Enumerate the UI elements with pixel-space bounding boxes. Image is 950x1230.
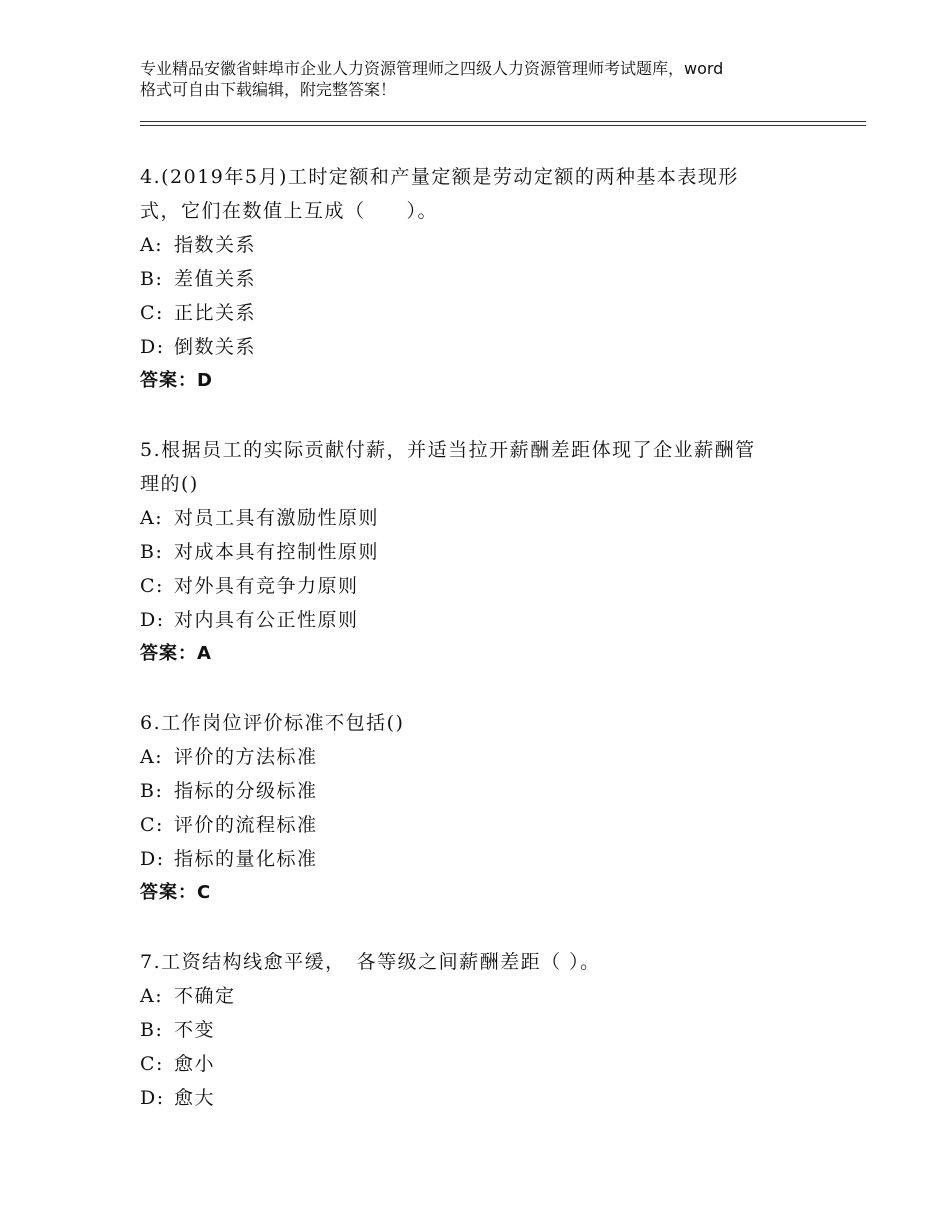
question-text-line: 理的() <box>140 473 199 495</box>
option-text: 对内具有公正性原则 <box>174 609 359 631</box>
option-b <box>140 1013 840 1047</box>
option-key: A: <box>140 234 164 256</box>
option-a <box>140 979 840 1013</box>
option-c <box>140 1047 840 1081</box>
option-text: 指数关系 <box>174 234 257 256</box>
option-c <box>140 808 840 842</box>
option-d <box>140 842 840 876</box>
option-key: B: <box>140 1019 164 1041</box>
option-c <box>140 296 840 330</box>
option-text: 指标的分级标准 <box>174 780 318 802</box>
option-text: 不变 <box>174 1019 216 1041</box>
option-text: 愈大 <box>174 1087 216 1109</box>
answer-label: 答案：C <box>140 882 212 903</box>
option-text: 对成本具有控制性原则 <box>174 541 380 563</box>
option-key: C: <box>140 1053 164 1075</box>
option-text: 愈小 <box>174 1053 216 1075</box>
question-5 <box>140 433 840 671</box>
option-key: D: <box>140 1087 165 1109</box>
option-key: B: <box>140 268 164 290</box>
option-key: B: <box>140 780 164 802</box>
answer-label: 答案：D <box>140 370 213 391</box>
question-6 <box>140 706 840 910</box>
option-text: 对外具有竞争力原则 <box>174 575 359 597</box>
document-header <box>140 58 830 100</box>
question-4 <box>140 160 840 398</box>
option-text: 差值关系 <box>174 268 257 290</box>
question-text-line: 式，它们在数值上互成（ ）。 <box>140 200 439 222</box>
answer-label: 答案：A <box>140 643 212 664</box>
question-7 <box>140 945 840 1115</box>
option-key: A: <box>140 985 164 1007</box>
option-text: 指标的量化标准 <box>174 848 318 870</box>
option-c <box>140 569 840 603</box>
option-key: C: <box>140 575 164 597</box>
header-line-2: 格式可自由下载编辑，附完整答案！ <box>140 80 397 99</box>
option-d <box>140 1081 840 1115</box>
option-key: A: <box>140 507 164 529</box>
question-text-line: 4.(2019年5月)工时定额和产量定额是劳动定额的两种基本表现形 <box>140 166 739 188</box>
option-key: B: <box>140 541 164 563</box>
option-text: 不确定 <box>174 985 236 1007</box>
option-text: 对员工具有激励性原则 <box>174 507 380 529</box>
header-divider-bottom <box>140 125 866 126</box>
option-text: 评价的流程标准 <box>174 814 318 836</box>
option-a <box>140 228 840 262</box>
header-line-1: 专业精品安徽省蚌埠市企业人力资源管理师之四级人力资源管理师考试题库，word <box>140 59 724 78</box>
header-divider-top <box>140 121 866 122</box>
question-text-line: 7.工资结构线愈平缓， 各等级之间薪酬差距（ ）。 <box>140 951 601 973</box>
option-key: C: <box>140 302 164 324</box>
option-text: 正比关系 <box>174 302 257 324</box>
option-b <box>140 774 840 808</box>
option-key: C: <box>140 814 164 836</box>
question-text-line: 6.工作岗位评价标准不包括() <box>140 712 405 734</box>
option-key: A: <box>140 746 164 768</box>
option-b <box>140 262 840 296</box>
option-d <box>140 603 840 637</box>
option-d <box>140 330 840 364</box>
option-key: D: <box>140 848 165 870</box>
option-a <box>140 501 840 535</box>
question-text-line: 5.根据员工的实际贡献付薪，并适当拉开薪酬差距体现了企业薪酬管 <box>140 439 756 461</box>
option-key: D: <box>140 609 165 631</box>
option-key: D: <box>140 336 165 358</box>
option-b <box>140 535 840 569</box>
option-text: 倒数关系 <box>174 336 257 358</box>
option-text: 评价的方法标准 <box>174 746 318 768</box>
option-a <box>140 740 840 774</box>
